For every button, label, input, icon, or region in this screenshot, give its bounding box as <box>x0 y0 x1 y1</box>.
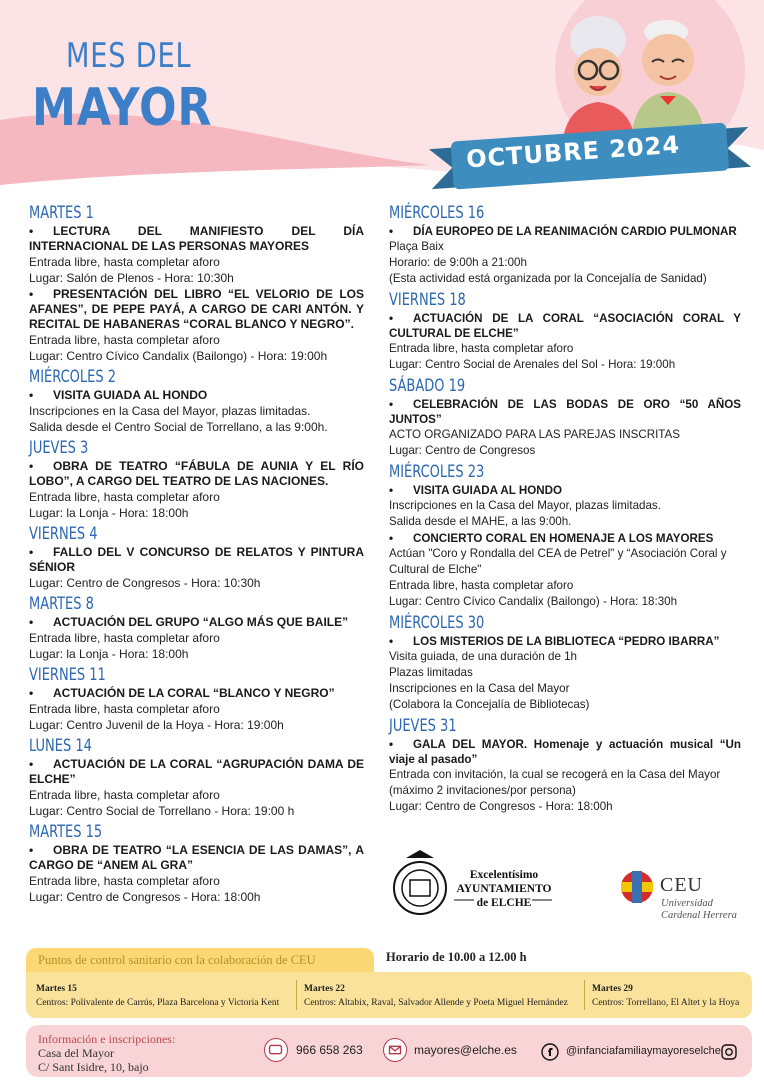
event-line: Inscripciones en la Casa del Mayor, plazas limitadas. <box>389 499 661 512</box>
event-item: • ACTUACIÓN DE LA CORAL “AGRUPACIÓN DAMA DE ELCHE” Entrada libre, hasta completar aforo Lugar: Centro Social de Torrellano - Hora: 19:00 h <box>29 757 364 818</box>
events-left-column <box>29 204 364 909</box>
event-day <box>29 368 364 435</box>
event-line: Lugar: Centro Social de Torrellano - Hora: 19:00 h <box>29 804 295 818</box>
event-item: • ACTUACIÓN DE LA CORAL “BLANCO Y NEGRO” Entrada libre, hasta completar aforo Lugar: Centro Juvenil de la Hoya - Hora: 19:00h <box>29 686 364 733</box>
control-divider <box>296 980 297 1010</box>
instagram-icon[interactable] <box>720 1043 738 1061</box>
phone-icon <box>264 1038 288 1062</box>
event-line: Entrada libre, hasta completar aforo <box>29 702 220 716</box>
info-place: Casa del Mayor <box>38 1046 114 1060</box>
event-title: ACTUACIÓN DE LA CORAL “AGRUPACIÓN DAMA DE ELCHE” <box>29 757 364 786</box>
event-line: Lugar: Centro de Congresos - Hora: 18:00h <box>29 890 261 904</box>
event-line: Visita guiada, de una duración de 1h <box>389 650 578 663</box>
event-line: Lugar: Centro de Congresos - Hora: 10:30h <box>29 576 261 590</box>
contact-email[interactable]: mayores@elche.es <box>414 1043 517 1057</box>
event-line: Inscripciones en la Casa del Mayor, plazas limitadas. <box>29 404 311 418</box>
event-item: • CONCIERTO CORAL EN HOMENAJE A LOS MAYORES Actúan "Coro y Rondalla del CEA de Petrel" y “Asociación Coral y Cultural de Elche" Entrada libre, hasta completar aforo Lugar: Centro Cívico Candalix (Bailongo) - Hora: 18:30h <box>389 531 741 610</box>
day-heading: VIERNES 18 <box>389 290 466 310</box>
control-cell: Martes 29 Centros: Torrellano, El Altet y la Hoya <box>592 984 740 1008</box>
event-day <box>29 439 364 521</box>
control-cell: Martes 22 Centros: Altabix, Raval, Salvador Allende y Poeta Miguel Hernández <box>304 984 568 1008</box>
event-line: Plaça Baix <box>389 240 444 253</box>
event-line: Lugar: Salón de Plenos - Hora: 10:30h <box>29 271 234 285</box>
event-title: OBRA DE TEATRO “FÁBULA DE AUNIA Y EL RÍO LOBO”, A CARGO DEL TEATRO DE LAS NACIONES. <box>29 459 364 488</box>
event-title: ACTUACIÓN DE LA CORAL “BLANCO Y NEGRO” <box>53 686 335 700</box>
day-heading: MARTES 1 <box>29 203 94 223</box>
day-heading: MIÉRCOLES 30 <box>389 613 485 633</box>
event-line: Lugar: Centro de Congresos - Hora: 18:00h <box>389 800 613 813</box>
info-address: C/ Sant Isidre, 10, bajo <box>38 1060 149 1074</box>
day-heading: MIÉRCOLES 23 <box>389 462 485 482</box>
event-line: Actúan "Coro y Rondalla del CEA de Petrel" y “Asociación Coral y <box>389 547 727 560</box>
day-heading: MARTES 8 <box>29 594 94 614</box>
event-item: • FALLO DEL V CONCURSO DE RELATOS Y PINTURA SÉNIOR Lugar: Centro de Congresos - Hora: 10:30h <box>29 545 364 590</box>
event-item: • OBRA DE TEATRO “FÁBULA DE AUNIA Y EL RÍO LOBO”, A CARGO DEL TEATRO DE LAS NACIONES. Entrada libre, hasta completar aforo Lugar: la Lonja - Hora: 18:00h <box>29 459 364 520</box>
day-heading: JUEVES 3 <box>29 438 89 458</box>
event-line: Cultural de Elche" <box>389 563 482 576</box>
event-day <box>29 595 364 662</box>
event-line: Entrada libre, hasta completar aforo <box>389 579 574 592</box>
event-line: Lugar: Centro Cívico Candalix (Bailongo) - Hora: 18:30h <box>389 595 678 608</box>
day-heading: LUNES 14 <box>29 736 92 756</box>
event-title: ACTUACIÓN DE LA CORAL “ASOCIACIÓN CORAL Y CULTURAL DE ELCHE” <box>389 312 741 340</box>
day-heading: MIÉRCOLES 16 <box>389 203 485 223</box>
event-line: (máximo 2 invitaciones/por persona) <box>389 784 576 797</box>
event-item: • VISITA GUIADA AL HONDO Inscripciones en la Casa del Mayor, plazas limitadas. Salida desde el MAHE, a las 9:00h. <box>389 483 741 530</box>
event-line: Entrada libre, hasta completar aforo <box>29 333 220 347</box>
event-day <box>389 717 741 815</box>
event-line: Lugar: Centro Cívico Candalix (Bailongo) - Hora: 19:00h <box>29 349 328 363</box>
event-line: Lugar: la Lonja - Hora: 18:00h <box>29 506 189 520</box>
event-day <box>29 666 364 733</box>
event-item: • VISITA GUIADA AL HONDO Inscripciones en la Casa del Mayor, plazas limitadas. Salida desde el Centro Social de Torrellano, a las 9:00h. <box>29 388 364 435</box>
event-line: Entrada libre, hasta completar aforo <box>29 490 220 504</box>
event-title: LECTURA DEL MANIFIESTO DEL DÍA INTERNACIONAL DE LAS PERSONAS MAYORES <box>29 224 364 253</box>
event-item: • GALA DEL MAYOR. Homenaje y actuación musical “Un viaje al pasado” Entrada con invitación, la cual se recogerá en la Casa del Mayor (máximo 2 invitaciones/por persona) Lugar: Centro de Congresos - Hora: 18:00h <box>389 738 741 813</box>
control-title: Puntos de control sanitario con la colaboración de CEU <box>26 948 374 972</box>
event-title: LOS MISTERIOS DE LA BIBLIOTECA “PEDRO IBARRA” <box>413 635 720 648</box>
control-horario: Horario de 10.00 a 12.00 h <box>386 950 527 964</box>
event-line: Horario: de 9:00h a 21:00h <box>389 256 527 269</box>
elche-logo-text: Excelentísimo AYUNTAMIENTO de ELCHE <box>456 869 552 909</box>
day-heading: SÁBADO 19 <box>389 376 466 396</box>
event-line: Salida desde el Centro Social de Torrellano, a las 9:00h. <box>29 420 328 434</box>
event-line: Entrada libre, hasta completar aforo <box>29 631 220 645</box>
info-label: Información e inscripciones: <box>38 1032 176 1046</box>
event-line: Salida desde el MAHE, a las 9:00h. <box>389 515 572 528</box>
day-heading: JUEVES 31 <box>389 716 457 736</box>
event-title: FALLO DEL V CONCURSO DE RELATOS Y PINTURA SÉNIOR <box>29 545 364 574</box>
event-item: • LOS MISTERIOS DE LA BIBLIOTECA “PEDRO IBARRA” Visita guiada, de una duración de 1h Plazas limitadas Inscripciones en la Casa del Mayor (Colabora la Concejalía de Bibliotecas) <box>389 634 741 713</box>
day-heading: MIÉRCOLES 2 <box>29 367 116 387</box>
day-heading: VIERNES 11 <box>29 665 106 685</box>
event-line: Lugar: Centro Juvenil de la Hoya - Hora: 19:00h <box>29 718 284 732</box>
event-day <box>29 823 364 905</box>
event-day <box>389 463 741 610</box>
day-heading: VIERNES 4 <box>29 524 98 544</box>
control-box <box>26 972 752 1018</box>
day-heading: MARTES 15 <box>29 822 103 842</box>
event-day <box>389 377 741 459</box>
event-item: • LECTURA DEL MANIFIESTO DEL DÍA INTERNACIONAL DE LAS PERSONAS MAYORES Entrada libre, hasta completar aforo Lugar: Salón de Plenos - Hora: 10:30h <box>29 224 364 285</box>
ceu-subtitle: Universidad Cardenal Herrera <box>661 898 737 921</box>
event-line: Inscripciones en la Casa del Mayor <box>389 682 570 695</box>
ceu-logo-icon <box>620 870 654 904</box>
control-divider <box>584 980 585 1010</box>
event-title: PRESENTACIÓN DEL LIBRO “EL VELORIO DE LOS AFANES”, DE PEPE PAYÁ, A CARGO DE CARI ANTÓN. Y RECITAL DE HABANERAS “CORAL BLANCO Y NEGRO”. <box>29 287 364 331</box>
event-line: Entrada libre, hasta completar aforo <box>29 255 220 269</box>
event-title: VISITA GUIADA AL HONDO <box>413 484 563 497</box>
event-day <box>29 525 364 591</box>
event-item: • OBRA DE TEATRO “LA ESENCIA DE LAS DAMAS”, A CARGO DE “ANEM AL GRA” Entrada libre, hasta completar aforo Lugar: Centro de Congresos - Hora: 18:00h <box>29 843 364 904</box>
event-item: • ACTUACIÓN DE LA CORAL “ASOCIACIÓN CORAL Y CULTURAL DE ELCHE” Entrada libre, hasta completar aforo Lugar: Centro Social de Arenales del Sol - Hora: 19:00h <box>389 312 741 371</box>
event-title: VISITA GUIADA AL HONDO <box>53 388 208 402</box>
event-line: (Colabora la Concejalía de Bibliotecas) <box>389 698 590 711</box>
event-day <box>29 204 364 364</box>
event-title: OBRA DE TEATRO “LA ESENCIA DE LAS DAMAS”, A CARGO DE “ANEM AL GRA” <box>29 843 364 872</box>
event-line: Entrada libre, hasta completar aforo <box>29 788 220 802</box>
event-item: • ACTUACIÓN DEL GRUPO “ALGO MÁS QUE BAILE” Entrada libre, hasta completar aforo Lugar: la Lonja - Hora: 18:00h <box>29 615 364 662</box>
title-line1: MES DEL <box>66 36 192 76</box>
event-line: Lugar: la Lonja - Hora: 18:00h <box>29 647 189 661</box>
event-title: DÍA EUROPEO DE LA REANIMACIÓN CARDIO PULMONAR <box>413 225 737 238</box>
event-line: Entrada libre, hasta completar aforo <box>389 342 574 355</box>
event-title: GALA DEL MAYOR. Homenaje y actuación musical “Un viaje al pasado” <box>389 738 741 766</box>
event-title: CONCIERTO CORAL EN HOMENAJE A LOS MAYORES <box>413 532 714 545</box>
title-line2: MAYOR <box>32 78 213 138</box>
event-line: Entrada con invitación, la cual se recogerá en la Casa del Mayor <box>389 768 721 781</box>
events-right-column <box>389 204 741 819</box>
event-line: ACTO ORGANIZADO PARA LAS PAREJAS INSCRITAS <box>389 428 680 441</box>
event-line: (Esta actividad está organizada por la Concejalía de Sanidad) <box>389 272 707 285</box>
email-icon <box>383 1038 407 1062</box>
event-line: Entrada libre, hasta completar aforo <box>29 874 220 888</box>
event-title: ACTUACIÓN DEL GRUPO “ALGO MÁS QUE BAILE” <box>53 615 349 629</box>
event-item: • PRESENTACIÓN DEL LIBRO “EL VELORIO DE LOS AFANES”, DE PEPE PAYÁ, A CARGO DE CARI ANTÓN. Y RECITAL DE HABANERAS “CORAL BLANCO Y NEGRO”. Entrada libre, hasta completar aforo Lugar: Centro Cívico Candalix (Bailongo) - Hora: 19:00h <box>29 287 364 363</box>
event-day <box>389 291 741 373</box>
contact-social[interactable]: @infanciafamiliaymayoreselche <box>566 1045 721 1057</box>
event-item: • CELEBRACIÓN DE LAS BODAS DE ORO “50 AÑOS JUNTOS” ACTO ORGANIZADO PARA LAS PAREJAS INSCRITAS Lugar: Centro de Congresos <box>389 398 741 457</box>
facebook-icon[interactable] <box>541 1043 559 1061</box>
ceu-logo-text: CEU <box>660 874 703 896</box>
event-title: CELEBRACIÓN DE LAS BODAS DE ORO “50 AÑOS JUNTOS” <box>389 398 741 426</box>
event-item: • DÍA EUROPEO DE LA REANIMACIÓN CARDIO PULMONAR Plaça Baix Horario: de 9:00h a 21:00h (Esta actividad está organizada por la Concejalía de Sanidad) <box>389 224 741 287</box>
contact-phone[interactable]: 966 658 263 <box>296 1043 363 1057</box>
banner-month: OCTUBRE 2024 <box>465 130 681 174</box>
event-line: Lugar: Centro de Congresos <box>389 444 536 457</box>
event-line: Lugar: Centro Social de Arenales del Sol - Hora: 19:00h <box>389 358 676 371</box>
event-day <box>389 614 741 713</box>
event-day <box>389 204 741 287</box>
event-day <box>29 737 364 819</box>
event-line: Plazas limitadas <box>389 666 473 679</box>
control-cell: Martes 15 Centros: Polivalente de Carrús, Plaza Barcelona y Victoria Kent <box>36 984 280 1008</box>
